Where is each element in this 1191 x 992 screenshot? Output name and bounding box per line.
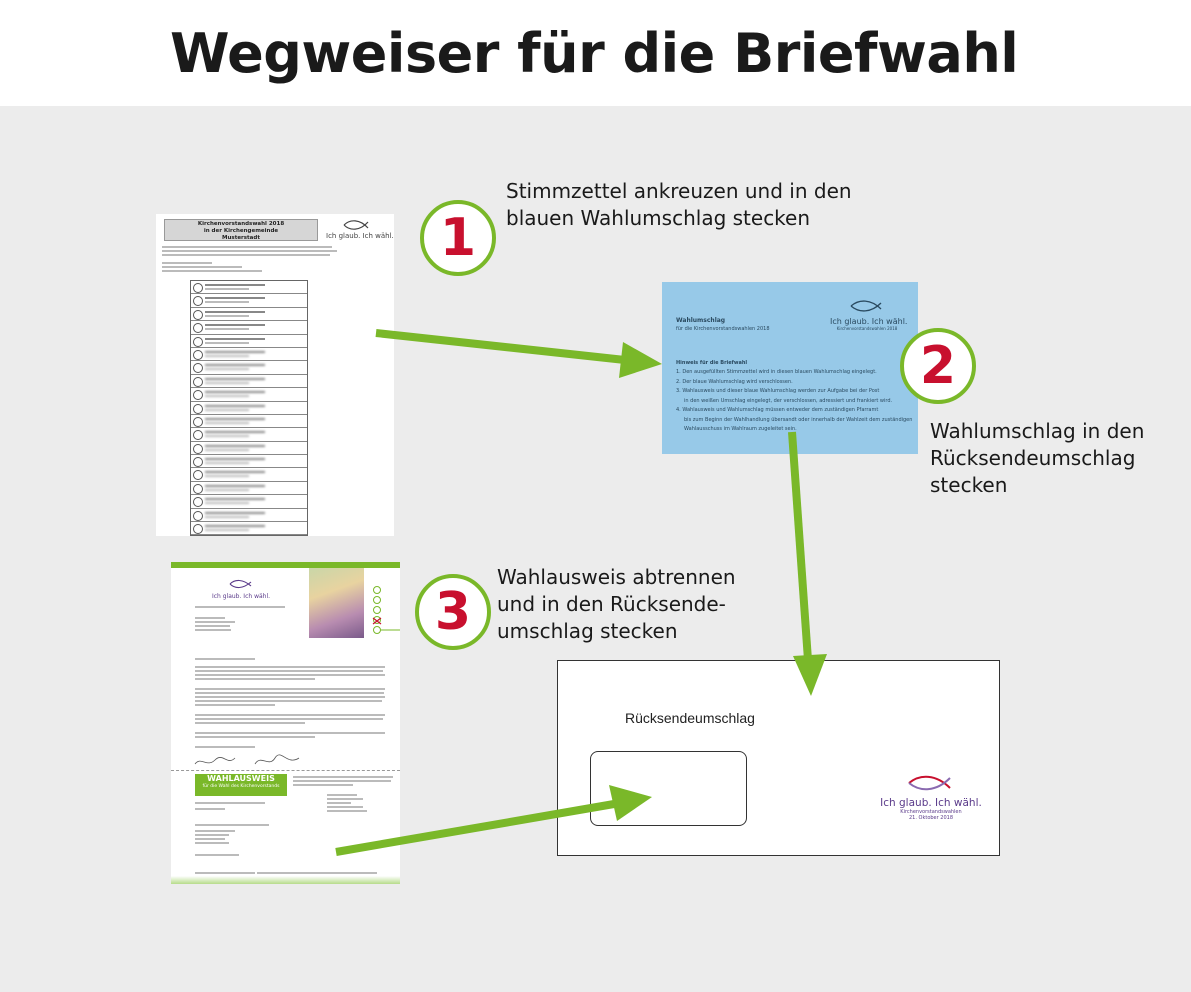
candidate-row <box>191 375 307 388</box>
step-3-text <box>497 564 736 645</box>
text-line <box>195 834 229 836</box>
circle-column <box>365 568 400 638</box>
checkbox-icon <box>193 404 203 414</box>
hint-line: 3. Wahlausweis und dieser blaue Wahlumschlag werden zur Aufgabe bei der Post <box>676 388 880 394</box>
text-line <box>195 872 255 874</box>
text-line <box>195 838 225 840</box>
candidate-row <box>191 428 307 441</box>
candidate-row <box>191 308 307 321</box>
hint-title: Hinweis für die Briefwahl <box>676 360 748 366</box>
candidate-row <box>191 468 307 481</box>
candidate-row <box>191 281 307 294</box>
text-line <box>162 270 262 272</box>
step-number: 1 <box>439 208 477 268</box>
header <box>0 0 1191 106</box>
ballot-heading <box>164 219 318 241</box>
envelope-subtitle: für die Kirchenvorstandswahlen 2018 <box>676 326 770 332</box>
hint-line: in den weißen Umschlag eingelegt, der verschlossen, adressiert und frankiert wird. <box>684 397 893 404</box>
checkbox-icon <box>193 323 203 333</box>
text-line <box>162 266 242 268</box>
text-line <box>195 808 225 810</box>
step-text-line: umschlag stecken <box>497 619 678 643</box>
hint-line: Wahlausschuss im Wahlraum zugeleitet sein. <box>684 426 797 432</box>
text-line <box>195 714 385 716</box>
checkbox-icon <box>193 497 203 507</box>
photo <box>309 568 364 638</box>
text-line <box>195 674 385 676</box>
arrow-envelope-to-return <box>792 432 827 696</box>
step-3-circle <box>415 574 491 650</box>
step-text-line: Wahlausweis abtrennen <box>497 565 736 589</box>
checkbox-icon <box>193 296 203 306</box>
checkbox-icon <box>193 310 203 320</box>
return-logo-text: Ich glaub. Ich wähl. <box>880 797 982 809</box>
text-line <box>327 798 363 800</box>
hint-line: 2. Der blaue Wahlumschlag wird verschlossen. <box>676 378 793 385</box>
ballot-logo-text: Ich glaub. Ich wähl. <box>326 232 394 240</box>
hint-line: bis zum Beginn der Wahlhandlung übersandt oder innerhalb der Wahlzeit dem zuständigen <box>684 416 913 423</box>
candidate-row <box>191 335 307 348</box>
blue-envelope <box>662 282 918 454</box>
text-line <box>162 262 212 264</box>
page-title: Wegweiser für die Briefwahl <box>170 22 1019 85</box>
checkbox-icon <box>193 390 203 400</box>
step-2-circle <box>900 328 976 404</box>
checkbox-icon <box>193 363 203 373</box>
candidate-row <box>191 321 307 334</box>
text-line <box>195 700 382 702</box>
text-line <box>327 794 357 796</box>
text-line <box>195 658 255 660</box>
ballot-logo <box>326 232 394 240</box>
text-line <box>195 854 239 856</box>
step-number: 2 <box>919 336 957 396</box>
text-line <box>327 806 363 808</box>
candidate-row <box>191 415 307 428</box>
wahlausweis-sub: für die Wahl des Kirchenvorstands <box>202 784 280 789</box>
text-line <box>293 776 393 778</box>
candidate-row <box>191 455 307 468</box>
return-envelope <box>557 660 1000 856</box>
step-text-line: Rücksendeumschlag <box>930 446 1136 470</box>
text-line <box>195 746 255 748</box>
letter-logo <box>211 574 271 600</box>
step-text-line: Wahlumschlag in den <box>930 419 1145 443</box>
checkbox-icon <box>193 470 203 480</box>
step-2-text <box>930 418 1144 499</box>
checkbox-icon <box>193 484 203 494</box>
return-envelope-logo <box>876 773 986 821</box>
candidate-table <box>190 280 308 536</box>
text-line <box>195 722 305 724</box>
return-logo-sub: Kirchenvorstandswahlen <box>900 809 962 815</box>
text-line <box>195 842 229 844</box>
text-line <box>195 678 315 680</box>
step-text-line: stecken <box>930 473 1008 497</box>
text-line <box>195 732 385 734</box>
return-logo-sub: 21. Oktober 2018 <box>908 815 953 821</box>
text-line <box>327 810 367 812</box>
circles-decoration <box>365 568 400 638</box>
hint-line: 1. Den ausgefüllten Stimmzettel wird in diesen blauen Wahlumschlag eingelegt. <box>676 369 877 375</box>
step-1-circle <box>420 200 496 276</box>
checkbox-icon <box>193 444 203 454</box>
arrow-ballot-to-envelope <box>376 333 662 378</box>
step-text-line: Stimmzettel ankreuzen und in den <box>506 179 852 203</box>
text-line <box>162 254 330 256</box>
fish-icon <box>228 579 254 589</box>
step-text-line: und in den Rücksende- <box>497 592 726 616</box>
candidate-row <box>191 442 307 455</box>
text-line <box>195 736 315 738</box>
green-footer <box>171 876 400 884</box>
candidate-row <box>191 402 307 415</box>
wahlausweis-title: WAHLAUSWEIS <box>207 774 275 783</box>
candidate-row <box>191 348 307 361</box>
text-line <box>293 780 391 782</box>
text-line <box>195 696 385 698</box>
candidate-row <box>191 522 307 535</box>
checkbox-icon <box>193 524 203 534</box>
fish-icon <box>849 299 885 313</box>
checkbox-icon <box>193 377 203 387</box>
text-line <box>195 666 385 668</box>
candidate-row <box>191 509 307 522</box>
envelope-title: Wahlumschlag <box>676 317 726 324</box>
ballot-document <box>156 214 394 536</box>
signatures <box>171 752 400 772</box>
candidate-row <box>191 361 307 374</box>
checkbox-icon <box>193 283 203 293</box>
candidate-row <box>191 294 307 307</box>
text-line <box>195 692 384 694</box>
checkbox-icon <box>193 350 203 360</box>
step-1-text <box>506 178 852 232</box>
text-line <box>293 784 353 786</box>
checkbox-icon <box>193 511 203 521</box>
perforation-line <box>171 770 400 772</box>
letter-logo-text: Ich glaub. Ich wähl. <box>211 593 271 600</box>
candidate-row <box>191 482 307 495</box>
text-line <box>195 824 269 826</box>
text-line <box>195 704 275 706</box>
fish-icon <box>342 219 372 231</box>
fish-icon <box>906 773 956 793</box>
text-line <box>195 802 265 804</box>
envelope-logo <box>830 298 908 331</box>
checkbox-icon <box>193 457 203 467</box>
text-line <box>162 246 332 248</box>
text-line <box>195 718 383 720</box>
ballot-heading-line: in der Kirchengemeinde <box>203 228 279 234</box>
text-line <box>162 250 337 252</box>
text-line <box>195 625 230 627</box>
envelope-logo-sub: Kirchenvorstandswahlen 2018 <box>836 326 898 331</box>
hint-line: 4. Wahlausweis und Wahlumschlag müssen entweder dem zuständigen Pfarramt <box>676 407 879 413</box>
candidate-row <box>191 495 307 508</box>
voting-letter <box>171 562 400 884</box>
checkbox-icon <box>193 337 203 347</box>
text-line <box>257 872 377 874</box>
text-line <box>195 688 385 690</box>
text-line <box>195 670 383 672</box>
checkbox-icon <box>193 417 203 427</box>
text-line <box>195 617 225 619</box>
return-envelope-label: Rücksendeumschlag <box>625 710 755 726</box>
ballot-heading-line: Kirchenvorstandswahl 2018 <box>197 221 285 227</box>
text-line <box>195 830 235 832</box>
text-line <box>195 606 285 608</box>
text-line <box>195 621 235 623</box>
wahlausweis-badge <box>195 774 287 796</box>
ballot-heading-line: Musterstadt <box>222 235 260 241</box>
text-line <box>327 802 351 804</box>
envelope-logo-text: Ich glaub. Ich wähl. <box>830 317 908 326</box>
text-line <box>195 629 231 631</box>
envelope-window <box>590 751 747 826</box>
step-number: 3 <box>434 582 472 642</box>
checkbox-icon <box>193 430 203 440</box>
candidate-row <box>191 388 307 401</box>
step-text-line: blauen Wahlumschlag stecken <box>506 206 811 230</box>
